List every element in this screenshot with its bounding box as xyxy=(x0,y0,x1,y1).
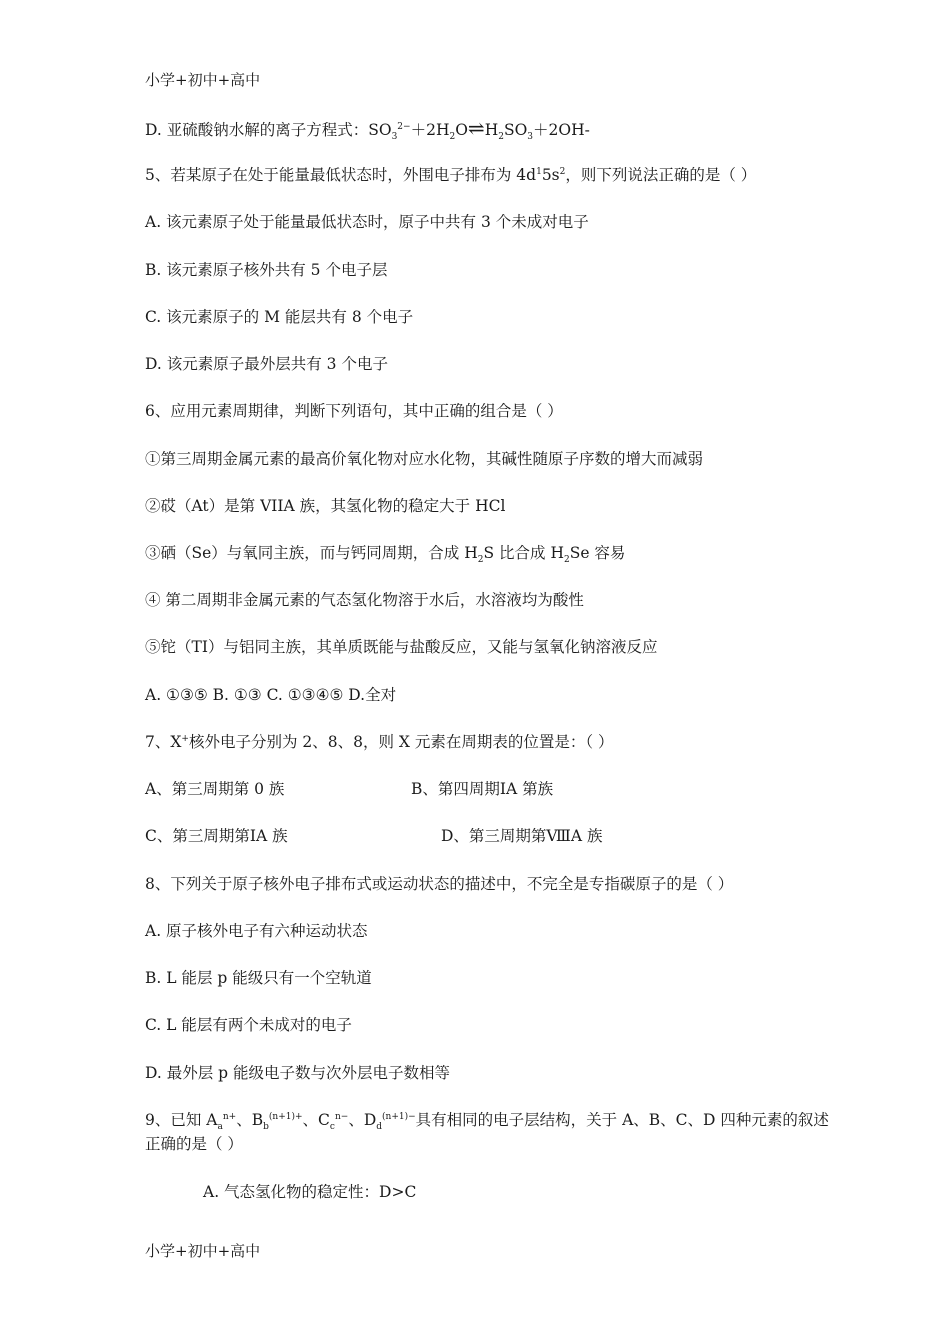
q6-statement-3: ③硒（Se）与氧同主族，而与钙同周期，合成 $H_2S$ 比合成 $H_2Se$ 容易 xyxy=(145,544,626,566)
q7-stem: 7、X+核外电子分别为 2、8、8，则 X 元素在周期表的位置是：（ ） xyxy=(145,733,614,751)
q9-stem-line2: 正确的是（ ） xyxy=(145,1135,243,1153)
q6-statement-4: ④ 第二周期非金属元素的气态氢化物溶于水后，水溶液均为酸性 xyxy=(145,591,584,609)
q5-option-c: C. 该元素原子的 M 能层共有 8 个电子 xyxy=(145,308,414,326)
q8-option-a: A. 原子核外电子有六种运动状态 xyxy=(145,922,368,940)
q6-statement-5: ⑤铊（TI）与铝同主族，其单质既能与盐酸反应，又能与氢氧化钠溶液反应 xyxy=(145,638,658,656)
q8-stem: 8、下列关于原子核外电子排布式或运动状态的描述中，不完全是专指碳原子的是（ ） xyxy=(145,875,734,893)
q8-option-b: B. L 能层 p 能级只有一个空轨道 xyxy=(145,969,372,987)
q5-option-a: A. 该元素原子处于能量最低状态时，原子中共有 3 个未成对电子 xyxy=(145,213,589,231)
page-header: 小学+初中+高中 xyxy=(145,71,261,89)
q6-statement-2: ②砹（At）是第 VIIA 族，其氢化物的稳定大于 HCl xyxy=(145,497,506,515)
q6-stem: 6、应用元素周期律，判断下列语句，其中正确的组合是（ ） xyxy=(145,402,563,420)
q4-option-d: D. 亚硫酸钠水解的离子方程式：$SO_3^{2-}+2H_2O\rightleftharpoons H_2SO_3+2OH-$ xyxy=(145,116,590,143)
q7-option-c: C、第三周期第ⅠA 族 xyxy=(145,827,288,845)
q6-options: A. ①③⑤ B. ①③ C. ①③④⑤ D.全对 xyxy=(145,686,397,704)
q5-option-d: D. 该元素原子最外层共有 3 个电子 xyxy=(145,355,388,373)
q5-option-b: B. 该元素原子核外共有 5 个电子层 xyxy=(145,261,388,279)
q8-option-c: C. L 能层有两个未成对的电子 xyxy=(145,1016,352,1034)
page-footer: 小学+初中+高中 xyxy=(145,1242,261,1260)
q9-option-a: A. 气态氢化物的稳定性：D>C xyxy=(203,1183,417,1201)
q6-statement-1: ①第三周期金属元素的最高价氧化物对应水化物，其碱性随原子序数的增大而减弱 xyxy=(145,450,704,468)
q5-stem: 5、若某原子在处于能量最低状态时，外围电子排布为 $4d^15s^2$，则下列说法正确的是（ ） xyxy=(145,166,757,184)
q7-option-d: D、第三周期第ⅧA 族 xyxy=(441,827,603,845)
q9-stem: 9、已知 $A_a^{n+}$、$B_b^{(n+1)+}$、$C_c^{n-}$、$D_d^{(n+1)-}$具有相同的电子层结构，关于 A、B、C、D 四种元素的叙述 xyxy=(145,1111,829,1133)
q7-option-b: B、第四周期ⅠA 第族 xyxy=(411,780,554,798)
equilibrium-arrow: ⇌ xyxy=(467,116,485,140)
q8-option-d: D. 最外层 p 能级电子数与次外层电子数相等 xyxy=(145,1064,451,1082)
q7-option-a: A、第三周期第 0 族 xyxy=(145,780,285,798)
